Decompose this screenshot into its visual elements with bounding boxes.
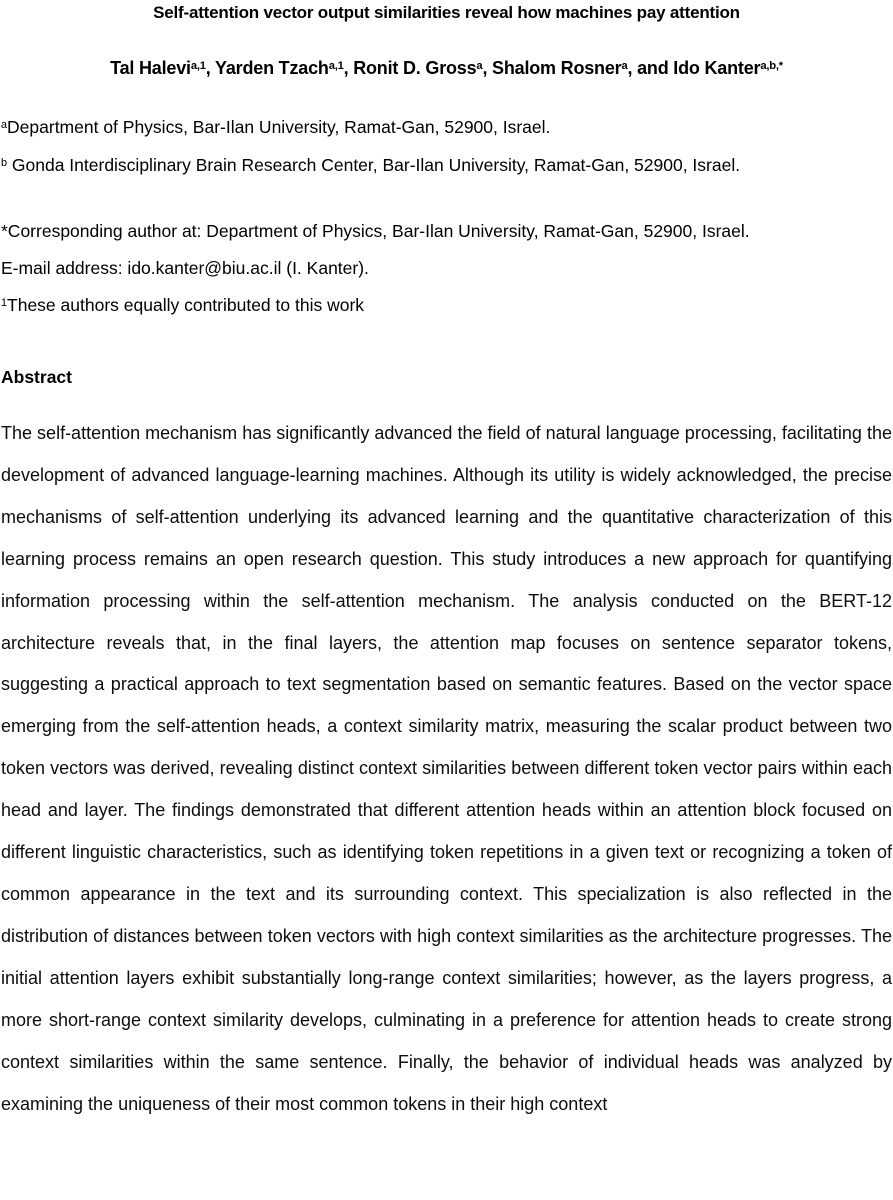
author-line (1, 54, 892, 82)
superscript-marker: a (621, 59, 628, 72)
affiliations (1, 108, 892, 184)
email-address-line (1, 250, 892, 287)
affiliation-line-b (1, 146, 892, 184)
paper-title: Self-attention vector output similarities reveal how machines pay attention (153, 3, 740, 22)
abstract-paragraph: The self-attention mechanism has significantly advanced the field of natural language processing, facilitating the development of advanced language-learning machines. Although its utility is widely acknowledged, the precise mechanisms of self-attention underlying its advanced learning and the quantitative characterization of this learning process remains an open research question. This study introduces a new approach for quantifying information processing within the self-attention mechanism. The analysis conducted on the BERT-12 architecture reveals that, in the final layers, the attention map focuses on sentence separator tokens, suggesting a practical approach to text segmentation based on semantic features. Based on the vector space emerging from the self-attention heads, a context similarity matrix, measuring the scalar product between two token vectors was derived, revealing distinct context similarities between different token vector pairs within each head and layer. The findings demonstrated that different attention heads within an attention block focused on different linguistic characteristics, such as identifying token repetitions in a given text or recognizing a token of common appearance in the text and its surrounding context. This specialization is also reflected in the distribution of distances between token vectors with high context similarities as the architecture progresses. The initial attention layers exhibit substantially long-range context similarities; however, as the layers progress, a more short-range context similarity develops, culminating in a preference for attention heads to create strong context similarities within the same sentence. Finally, the behavior of individual heads was analyzed by examining the uniqueness of their most common tokens in their high context (1, 423, 892, 1114)
author-notes (1, 213, 892, 324)
text-segment: , Ronit D. Gross (343, 58, 477, 78)
text-segment: , Yarden Tzach (205, 58, 329, 78)
text-segment: , Shalom Rosner (482, 58, 622, 78)
equal-contribution-note (1, 287, 892, 324)
text-segment: E-mail address: ido.kanter@biu.ac.il (I. Kanter). (1, 258, 369, 278)
text-segment: Gonda Interdisciplinary Brain Research Center, Bar-Ilan University, Ramat-Gan, 52900, Israel. (7, 155, 741, 175)
superscript-marker: a,1 (190, 59, 206, 72)
superscript-marker: a,1 (328, 59, 344, 72)
superscript-marker: b (1, 157, 8, 170)
text-segment: Department of Physics, Bar-Ilan University, Ramat-Gan, 52900, Israel. (7, 117, 551, 137)
superscript-marker: 1 (1, 297, 8, 310)
abstract-heading: Abstract (1, 367, 72, 387)
text-segment: These authors equally contributed to this work (7, 295, 365, 315)
superscript-marker: a (1, 119, 8, 132)
text-segment: Tal Halevi (110, 58, 191, 78)
affiliation-line-a (1, 108, 892, 146)
corresponding-author-note (1, 213, 892, 250)
superscript-marker: a,b,* (760, 59, 783, 72)
text-segment: *Corresponding author at: Department of Physics, Bar-Ilan University, Ramat-Gan, 52900, Israel. (1, 221, 750, 241)
superscript-marker: a (476, 59, 483, 72)
text-segment: , and Ido Kanter (627, 58, 761, 78)
